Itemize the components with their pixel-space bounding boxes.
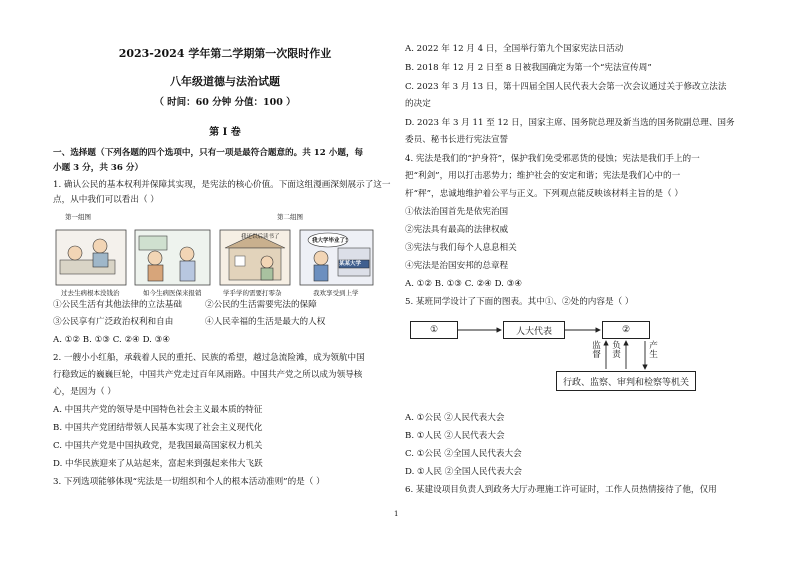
q3-option-d-line1: D. 2023 年 3 月 11 至 12 日，国家主席、国务院总理及新当选的国务院副总理、国务 <box>405 118 735 128</box>
diagram-box-4: 行政、监察、审判和检察等机关 <box>556 371 696 391</box>
volume-label: 第 I 卷 <box>209 127 241 138</box>
q2-option-c: C. 中国共产党是中国执政党，是我国最高国家权力机关 <box>53 441 263 451</box>
q5-option-a: A. ①公民 ②人民代表大会 <box>405 413 505 423</box>
q3-option-b: B. 2018 年 12 月 2 日至 8 日被我国确定为第一个“宪法宣传周” <box>405 63 652 73</box>
q4-choices: A. ①② B. ①③ C. ②④ D. ③④ <box>405 279 523 289</box>
q3-option-d-line2: 委员、秘书长进行宪法宣誓 <box>405 135 509 145</box>
q1-option1: ①公民生活有其他法律的立法基础 <box>53 300 182 310</box>
exam-title: 2023-2024 学年第二学期第一次限时作业 <box>118 47 332 60</box>
q2-option-b: B. 中国共产党团结带领人民基本实现了社会主义现代化 <box>53 423 263 433</box>
q4-stem-line3: 杆“秤”，忠诚地维护着公平与正义。下列观点能反映该材料主旨的是（ ） <box>405 189 683 199</box>
q3-stem: 3. 下列选项能够体现“宪法是一切组织和个人的根本活动准则”的是（ ） <box>53 477 325 487</box>
cartoon-bubble1: 我还以后读书了 <box>241 234 280 240</box>
cartoon-bubble2: 我大学毕业了! <box>312 238 348 244</box>
diagram-label-responsible: 负责 <box>612 341 621 360</box>
page-number: 1 <box>394 510 399 518</box>
q2-option-d: D. 中华民族迎来了从站起来，富起来到强起来伟大飞跃 <box>53 459 263 469</box>
cartoon-caption2: 如今生病医保来报销 <box>143 289 202 297</box>
exam-subtitle: 八年级道德与法治试题 <box>170 75 280 88</box>
diagram-label-produce: 产生 <box>649 341 658 360</box>
cartoon-caption1: 过去生病根本没钱治 <box>61 289 120 297</box>
q3-option-c-line1: C. 2023 年 3 月 13 日，第十四届全国人民代表大会第一次会议通过关于修改立法法 <box>405 82 727 92</box>
q4-stem-line1: 4. 宪法是我们的“护身符”，保护我们免受邪恶货的侵蚀；宪法是我们手上的一 <box>405 154 700 164</box>
cartoon-sign: 某某大学 <box>339 261 362 267</box>
diagram-box-3: ② <box>602 321 650 339</box>
q4-option3: ③宪法与我们每个人息息相关 <box>405 243 517 253</box>
q1-stem-line1: 1. 确认公民的基本权利并保障其实现，是宪法的核心价值。下面这组漫画深刻展示了这一 <box>53 180 391 190</box>
q5-stem: 5. 某班同学设计了下面的图表。其中①、②处的内容是（ ） <box>405 297 634 307</box>
q1-option4: ④人民幸福的生活是最大的人权 <box>205 317 326 327</box>
q1-option3: ③公民享有广泛政治权利和自由 <box>53 317 174 327</box>
cartoon-caption3: 学乎学的需要打零杂 <box>223 289 282 297</box>
q4-option1: ①依法治国首先是依宪治国 <box>405 207 509 217</box>
section-heading-line1: 一、选择题（下列各题的四个选项中，只有一项是最符合题意的。共 12 小题，每 <box>53 148 364 158</box>
q3-option-c-line2: 的决定 <box>405 99 431 109</box>
section-heading-line2: 小题 3 分，共 36 分） <box>53 163 144 173</box>
q4-option4: ④宪法是治国安邦的总章程 <box>405 261 509 271</box>
q1-choices: A. ①② B. ①③ C. ②④ D. ③④ <box>53 335 171 345</box>
q3-option-a: A. 2022 年 12 月 4 日，全国举行第九个国家宪法日活动 <box>405 44 624 54</box>
q2-stem-line3: 心，是因为（ ） <box>53 387 116 397</box>
cartoon-panel2-title: 第二组图 <box>277 213 303 221</box>
q2-stem-line1: 2. 一艘小小红船，承载着人民的重托、民族的希望，越过急流险滩，成为领航中国 <box>53 353 365 363</box>
q6-stem: 6. 某建设项目负责人到政务大厅办理施工许可证时，工作人员热情接待了他，仅用 <box>405 485 717 495</box>
q5-option-b: B. ①人民 ②人民代表大会 <box>405 431 505 441</box>
q4-stem-line2: 把“利剑”，用以打击恶势力；维护社会的安定和谐；宪法是我们心中的一 <box>405 171 681 181</box>
diagram-box-2: 人大代表 <box>503 321 565 339</box>
q5-option-d: D. ①人民 ②全国人民代表大会 <box>405 467 523 477</box>
q2-stem-line2: 行稳致远的巍巍巨轮，中国共产党走过百年风雨路。中国共产党之所以成为领导核 <box>53 370 363 380</box>
cartoon-caption4: 我欢享受到上学 <box>313 289 359 297</box>
q1-option2: ②公民的生活需要宪法的保障 <box>205 300 317 310</box>
diagram-box-1: ① <box>410 321 458 339</box>
exam-time-info: （ 时间：60 分钟 分值：100 ） <box>154 97 296 108</box>
cartoon-panel1-title: 第一组图 <box>65 213 91 221</box>
q5-option-c: C. ①公民 ②全国人民代表大会 <box>405 449 522 459</box>
q4-option2: ②宪法具有最高的法律权威 <box>405 225 509 235</box>
q1-stem-line2: 点，从中我们可以看出（ ） <box>53 195 159 205</box>
diagram-label-supervise: 监督 <box>592 341 601 360</box>
q2-option-a: A. 中国共产党的领导是中国特色社会主义最本质的特征 <box>53 405 263 415</box>
